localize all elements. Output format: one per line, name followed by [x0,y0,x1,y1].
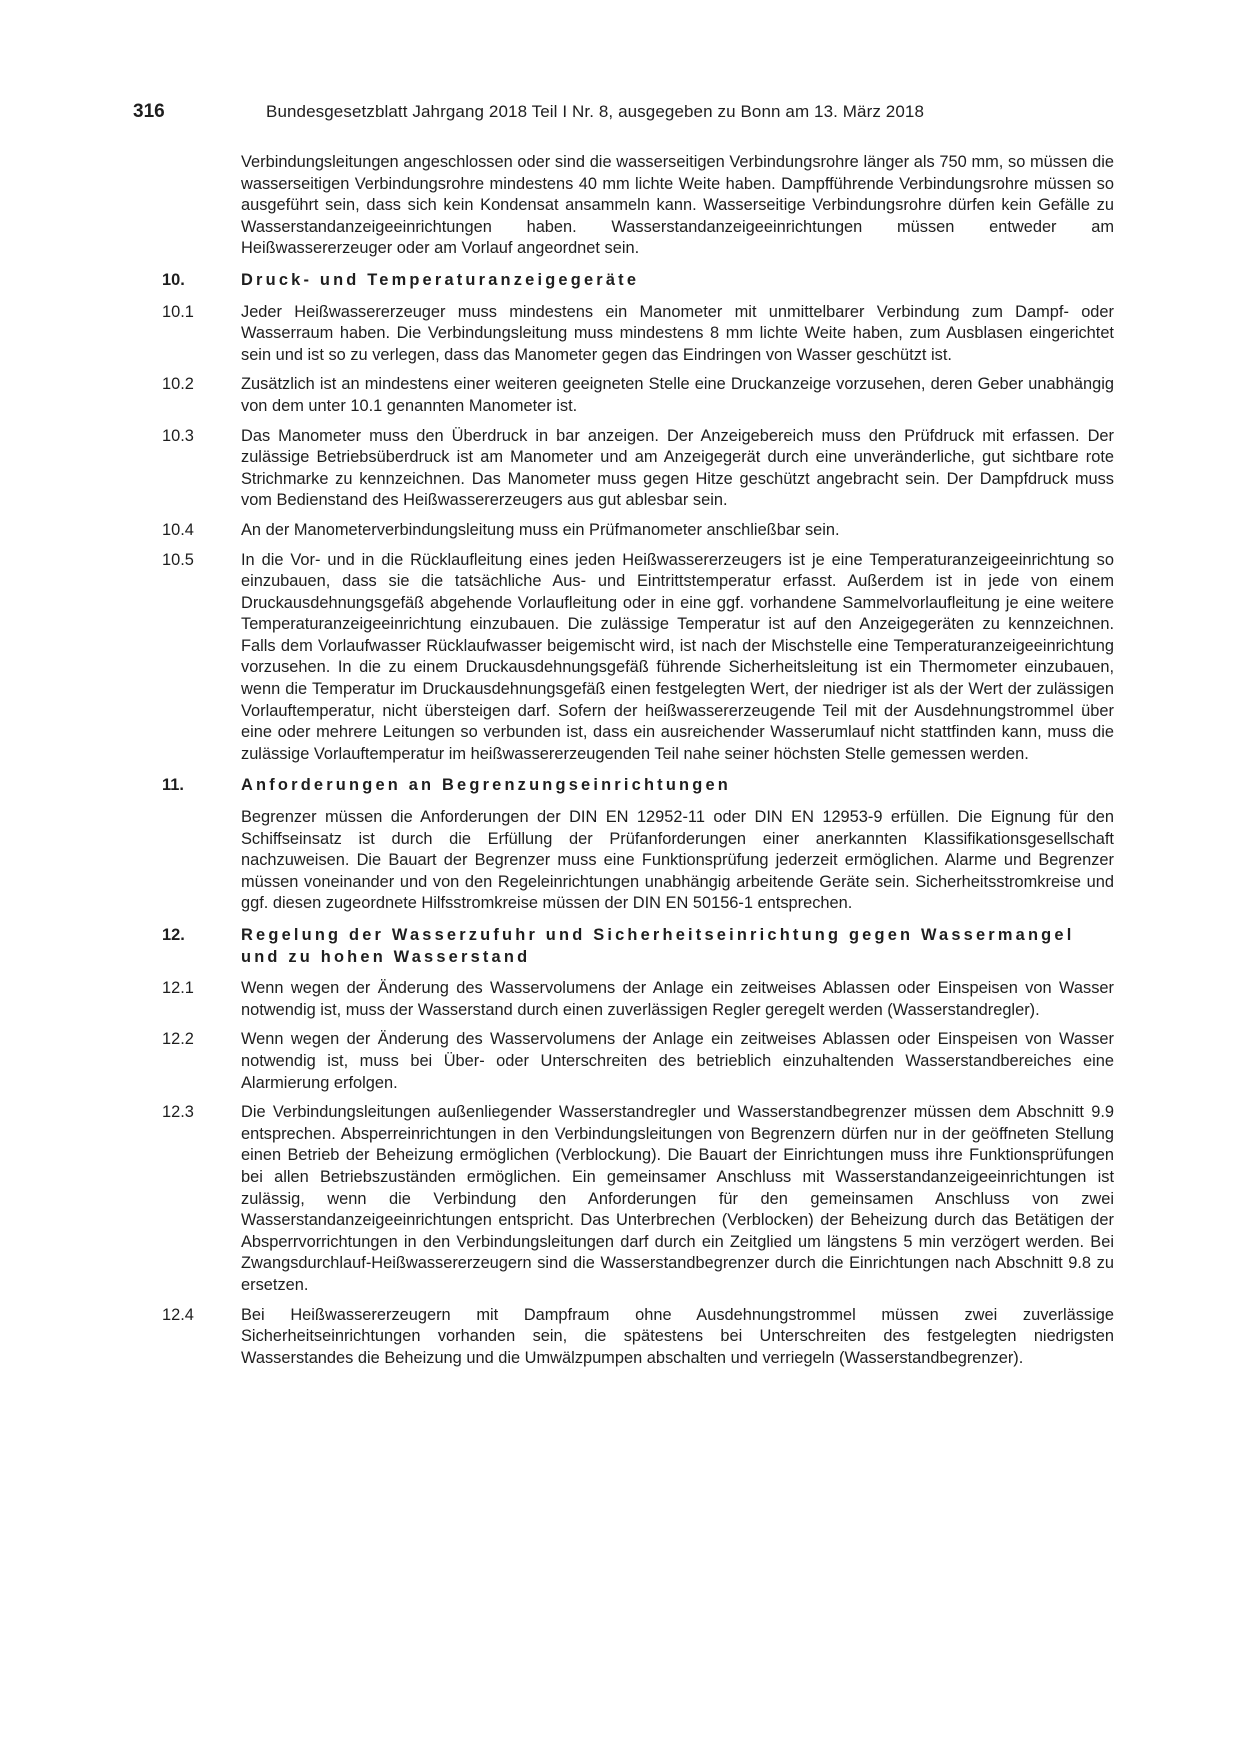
section-11 [162,775,1114,915]
paragraph-12-1 [162,978,1114,1021]
paragraph-text: In die Vor- und in die Rücklaufleitung eines jeden Heißwassererzeugers ist je eine Temperaturanzeigeeinrichtung so einzubauen, dass sie die tatsächliche Aus- und Eintrittstemperatur erfasst. Außerdem ist in jede von einem Druckausdehnungsgefäß abgehende Vorlaufleitung oder in eine ggf. vorhandene Sammelvorlaufleitung je eine weitere Temperaturanzeigeeinrichtung einzubauen. Die zulässige Temperatur ist auf den Anzeigegeräten zu kennzeichnen. Falls dem Vorlaufwasser Rücklaufwasser beigemischt wird, ist nach der Mischstelle eine Temperaturanzeigeeinrichtung vorzusehen. In die zu einem Druckausdehnungsgefäß führende Sicherheitsleitung ist ein Thermometer einzubauen, wenn die Temperatur im Druckausdehnungsgefäß einen festgelegten Wert, der niedriger ist als der Wert der zulässigen Vorlauftemperatur, nicht übersteigen darf. Sofern der heißwassererzeugende Teil mit der Ausdehnungstrommel über eine oder mehrere Leitungen so verbunden ist, dass ein ausreichender Wasserumlauf nicht stattfinden kann, muss die zulässige Vorlauftemperatur im heißwassererzeugenden Teil nahe seiner höchsten Stelle gemessen werden. [241,550,1114,763]
paragraph-text: Zusätzlich ist an mindestens einer weiteren geeigneten Stelle eine Druckanzeige vorzusehen, deren Geber unabhängig von dem unter 10.1 genannten Manometer ist. [241,375,1114,415]
paragraph-number: 12.1 [162,979,194,998]
paragraph-text: Jeder Heißwassererzeuger muss mindestens ein Manometer mit unmittelbarer Verbindung zum Dampf- oder Wasserraum haben. Die Verbindungsleitung muss mindestens 8 mm lichte Weite haben, zum Ausblasen eingerichtet sein und ist so zu verlegen, dass das Manometer gegen das Eindringen von Wasser geschützt ist. [241,302,1114,364]
paragraph-11 [162,807,1114,915]
paragraph-number: 12.2 [162,1030,194,1049]
paragraph-text: Bei Heißwassererzeugern mit Dampfraum ohne Ausdehnungstrommel müssen zwei zuverlässige Sicherheitseinrichtungen vorhanden sein, die spätestens bei Unterschreiten des festgelegten niedrigsten Wasserstandes die Beheizung und die Umwälzpumpen abschalten und verriegeln (Wasserstandbegrenzer). [241,1305,1114,1367]
section-number: 10. [162,270,185,289]
section-number: 12. [162,926,185,944]
document-body [162,152,1114,1377]
paragraph-number: 10.1 [162,302,194,321]
paragraph-10-4 [162,520,1114,542]
paragraph-10-3 [162,426,1114,512]
paragraph-10-1 [162,302,1114,367]
paragraph-number [162,807,241,915]
paragraph-text: Das Manometer muss den Überdruck in bar anzeigen. Der Anzeigebereich muss den Prüfdruck mit erfassen. Der zulässige Betriebsüberdruck ist am Manometer und am Anzeigegerät durch eine unveränderliche, gut sichtbare rote Strichmarke zu kennzeichnen. Das Manometer muss gegen Hitze geschützt angebracht sein. Der Dampfdruck muss vom Bedienstand des Heißwassererzeugers aus gut ablesbar sein. [241,426,1114,510]
section-12 [162,925,1114,1369]
paragraph-number: 10.3 [162,426,194,445]
section-number: 11. [162,776,184,795]
paragraph-12-3 [162,1102,1114,1296]
section-title: Regelung der Wasserzufuhr und Sicherheitseinrichtung gegen Wassermangel und zu hohen Wasserstand [241,926,1075,966]
continuation-paragraph [162,152,1114,260]
running-head: Bundesgesetzblatt Jahrgang 2018 Teil I Nr. 8, ausgegeben zu Bonn am 13. März 2018 [266,102,925,121]
section-heading [162,775,1114,797]
paragraph-12-4 [162,1305,1114,1370]
paragraph-number [162,152,241,260]
section-title: Anforderungen an Begrenzungseinrichtungen [241,776,731,795]
section-title: Druck- und Temperaturanzeigegeräte [241,270,640,289]
paragraph-number: 10.4 [162,520,194,539]
paragraph-10-2 [162,374,1114,417]
section-heading [162,925,1114,968]
page-number: 316 [133,101,165,122]
paragraph-text: Wenn wegen der Änderung des Wasservolumens der Anlage ein zeitweises Ablassen oder Einspeisen von Wasser notwendig ist, muss bei Über- oder Unterschreiten des betrieblich einzuhaltenden Wasserstandbereiches eine Alarmierung erfolgen. [241,1030,1114,1092]
paragraph-number: 12.3 [162,1103,194,1122]
paragraph-number: 10.5 [162,550,194,569]
page-header [133,101,1113,127]
paragraph-number: 12.4 [162,1305,194,1324]
paragraph-text: Die Verbindungsleitungen außenliegender Wasserstandregler und Wasserstandbegrenzer müssen dem Abschnitt 9.9 entsprechen. Absperreinrichtungen in den Verbindungsleitungen von Begrenzern dürfen nur in der geöffneten Stellung einen Betrieb der Beheizung ermöglichen (Verblockung). Die Bauart der Einrichtungen muss ihre Funktionsprüfungen bei allen Betriebszuständen ermöglichen. Ein gemeinsamer Anschluss mit Wasserstandanzeigeeinrichtungen ist zulässig, wenn die Verbindung den Anforderungen für den gemeinsamen Anschluss von zwei Wasserstandanzeigeeinrichtungen entspricht. Das Unterbrechen (Verblocken) der Beheizung durch das Betätigen der Absperrvorrichtungen in den Verbindungsleitungen darf durch ein Zeitglied um längstens 5 min verzögert werden. Bei Zwangsdurchlauf-Heißwassererzeugern sind die Wasserstandbegrenzer durch die Einrichtungen nach Abschnitt 9.8 zu ersetzen. [241,1103,1114,1294]
paragraph-text: Begrenzer müssen die Anforderungen der DIN EN 12952-11 oder DIN EN 12953-9 erfüllen. Die Eignung für den Schiffseinsatz ist durch die Erfüllung der Prüfanforderungen einer anerkannten Klassifikationsgesellschaft nachzuweisen. Die Bauart der Begrenzer muss eine Funktionsprüfung jederzeit ermöglichen. Alarme und Begrenzer müssen voneinander und von den Regeleinrichtungen unabhängig arbeitende Geräte sein. Sicherheitsstromkreise und ggf. diesen zugeordnete Hilfsstromkreise müssen der DIN EN 50156-1 entsprechen. [241,808,1114,913]
paragraph-10-5 [162,550,1114,766]
paragraph-text: An der Manometerverbindungsleitung muss ein Prüfmanometer anschließbar sein. [241,520,840,539]
paragraph-12-2 [162,1029,1114,1094]
paragraph-number: 10.2 [162,375,194,394]
paragraph-text: Verbindungsleitungen angeschlossen oder sind die wasserseitigen Verbindungsrohre länger als 750 mm, so müssen die wasserseitigen Verbindungsrohre mindestens 40 mm lichte Weite haben. Dampfführende Verbindungsrohre müssen so ausgeführt sein, dass sich kein Kondensat ansammeln kann. Wasserseitige Verbindungsrohre dürfen kein Gefälle zu Wasserstandanzeigeeinrichtungen haben. Wasserstandanzeigeeinrichtungen müssen entweder am Heißwassererzeuger oder am Vorlauf angeordnet sein. [241,153,1114,258]
paragraph-text: Wenn wegen der Änderung des Wasservolumens der Anlage ein zeitweises Ablassen oder Einspeisen von Wasser notwendig ist, muss der Wasserstand durch einen zuverlässigen Regler geregelt werden (Wasserstandregler). [241,979,1114,1019]
section-heading [162,270,1114,292]
section-10 [162,270,1114,765]
